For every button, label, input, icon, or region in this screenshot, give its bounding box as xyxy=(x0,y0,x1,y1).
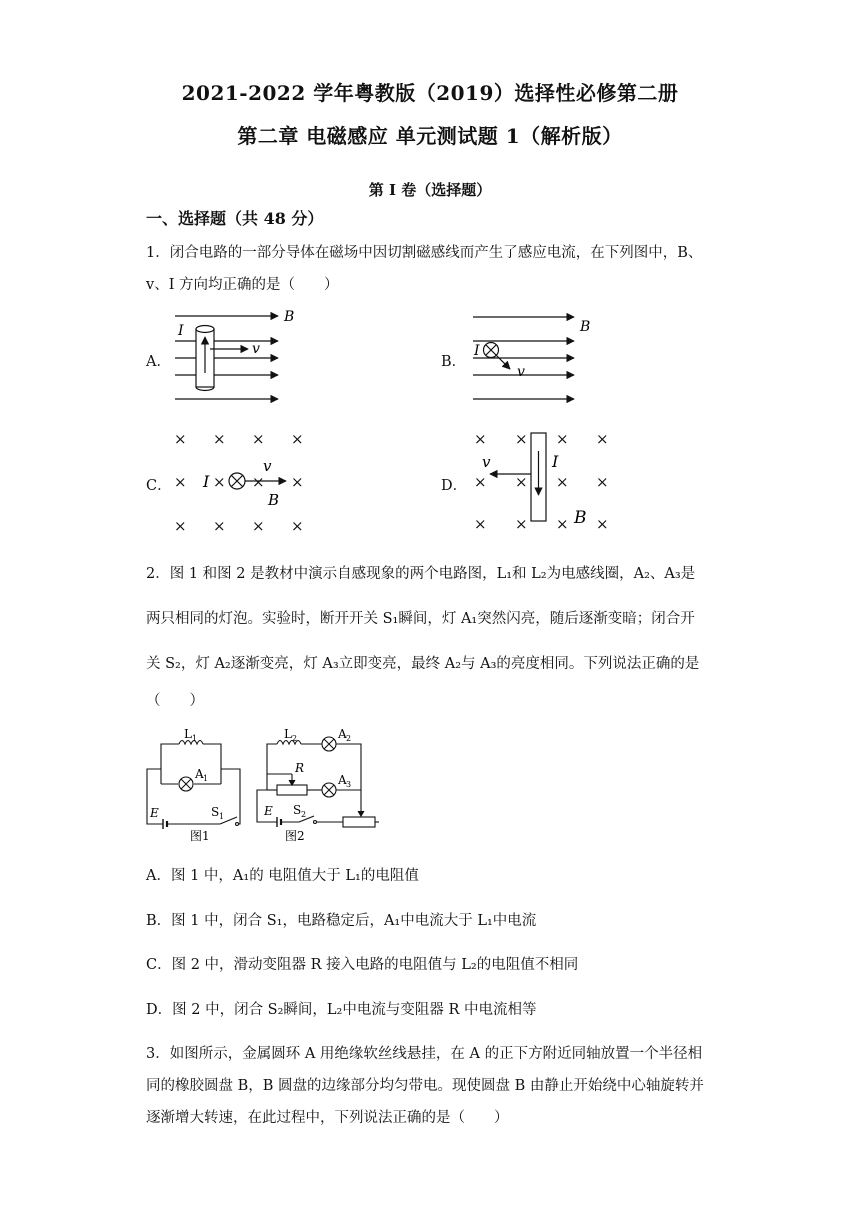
q1a-label-b: B xyxy=(284,309,295,325)
volume-heading: 第 I 卷（选择题） xyxy=(368,181,492,199)
q1d-label-i: I xyxy=(552,452,559,471)
q1d-field-x: × xyxy=(596,473,609,491)
q1-stem-line2: v、I 方向均正确的是（ ） xyxy=(146,277,339,293)
q1-option-b-label: B． xyxy=(441,354,467,370)
q1-stem-line1: 1．闭合电路的一部分导体在磁场中因切割磁感线而产生了感应电流，在下列图中，B、 xyxy=(146,245,703,261)
q2f2-label-a3-sub: 3 xyxy=(346,780,352,789)
q2-stem-line4: （ ） xyxy=(146,693,204,709)
q2f2-rheostat xyxy=(343,817,375,827)
q1-option-a-label: A． xyxy=(146,354,171,370)
q1c-label-i: I xyxy=(203,472,210,491)
q1-figure-b xyxy=(470,310,600,410)
exam-title-line1: 2021-2022 学年粤教版（2019）选择性必修第二册 xyxy=(181,81,679,105)
q1c-field-x: × xyxy=(174,430,187,448)
q1b-label-v: v xyxy=(517,364,525,380)
q1-figure-a xyxy=(170,305,300,405)
q1d-field-x: × xyxy=(556,515,569,533)
q1-option-d-label: D． xyxy=(441,478,468,494)
q1d-field-x: × xyxy=(596,430,609,448)
q2f2-label-a2: A xyxy=(338,727,347,741)
q2-option-b: B．图 1 中，闭合 S₁，电路稳定后，A₁中电流大于 L₁中电流 xyxy=(146,913,537,929)
q2-stem-line3: 关 S₂，灯 A₂逐渐变亮，灯 A₃立即变亮，最终 A₂与 A₃的亮度相同。下列说法正确的是 xyxy=(146,656,700,672)
q1c-label-v: v xyxy=(263,457,272,475)
q1d-field-x: × xyxy=(515,473,528,491)
q1d-field-x: × xyxy=(474,430,487,448)
q1d-field-x: × xyxy=(556,430,569,448)
q1c-field-x: × xyxy=(213,473,226,491)
q1b-label-i: I xyxy=(474,343,480,359)
q2f1-label-s: S xyxy=(211,805,220,819)
q1d-field-x: × xyxy=(596,515,609,533)
q1c-field-x: × xyxy=(291,517,304,535)
q2f2-label-a3: A xyxy=(338,773,347,787)
q2f2-resistor-r xyxy=(277,785,307,795)
q2f2-label-l: L xyxy=(284,727,292,741)
q2f2-label-l-sub: 2 xyxy=(292,734,298,743)
q3-stem-line1: 3．如图所示，金属圆环 A 用绝缘软丝线悬挂，在 A 的正下方附近同轴放置一个半径相 xyxy=(146,1046,703,1062)
q2f2-caption: 图2 xyxy=(285,829,305,843)
q2f1-label-a-sub: 1 xyxy=(203,774,209,783)
q1d-label-b: B xyxy=(574,508,587,528)
q2f2-label-a2-sub: 2 xyxy=(346,734,352,743)
q1b-label-b: B xyxy=(580,319,591,335)
q1d-label-v: v xyxy=(482,453,491,471)
q2f1-label-l: L xyxy=(184,727,192,741)
q1d-field-x: × xyxy=(556,473,569,491)
q2-option-d: D．图 2 中，闭合 S₂瞬间，L₂中电流与变阻器 R 中电流相等 xyxy=(146,1002,537,1018)
q1c-field-x: × xyxy=(174,517,187,535)
q1c-field-x: × xyxy=(291,430,304,448)
q1d-field-x: × xyxy=(515,430,528,448)
q2f2-label-e: E xyxy=(264,804,273,818)
q2-stem-line1: 2．图 1 和图 2 是教材中演示自感现象的两个电路图，L₁和 L₂为电感线圈，A₂、A₃是 xyxy=(146,566,696,582)
q2f1-label-l-sub: 1 xyxy=(192,734,198,743)
q2-option-a: A．图 1 中，A₁的 电阻值大于 L₁的电阻值 xyxy=(146,868,419,884)
q2-circuit-figure-2 xyxy=(255,722,385,847)
q1c-field-x: × xyxy=(291,473,304,491)
q2f2-label-s-sub: 2 xyxy=(301,810,307,819)
q1a-label-i: I xyxy=(178,323,184,339)
q3-stem-line2: 同的橡胶圆盘 B，B 圆盘的边缘部分均匀带电。现使圆盘 B 由静止开始绕中心轴旋转并 xyxy=(146,1078,704,1094)
q1c-field-x: × xyxy=(213,517,226,535)
q1d-field-x: × xyxy=(515,515,528,533)
q2f1-label-s-sub: 1 xyxy=(219,812,225,821)
q3-stem-line3: 逐渐增大转速，在此过程中，下列说法正确的是（ ） xyxy=(146,1110,509,1126)
q1c-field-x: × xyxy=(252,473,265,491)
q2-option-c: C．图 2 中，滑动变阻器 R 接入电路的电阻值与 L₂的电阻值不相同 xyxy=(146,957,579,973)
q1c-label-b: B xyxy=(268,491,280,509)
q1d-field-x: × xyxy=(474,473,487,491)
q2f1-label-e: E xyxy=(150,806,159,820)
q1-figure-d xyxy=(470,425,620,535)
q1c-field-x: × xyxy=(213,430,226,448)
q2f1-inductor-coil xyxy=(179,741,203,745)
q2f2-label-s: S xyxy=(293,803,302,817)
q2-circuit-figure-1 xyxy=(145,722,250,847)
q1-figure-c xyxy=(170,425,320,535)
q2-stem-line2: 两只相同的灯泡。实验时，断开开关 S₁瞬间，灯 A₁突然闪亮，随后逐渐变暗；闭合开 xyxy=(146,611,695,627)
exam-title-line2: 第二章 电磁感应 单元测试题 1（解析版） xyxy=(237,124,623,148)
q1c-field-x: × xyxy=(174,473,187,491)
q1-option-c-label: C． xyxy=(146,478,172,494)
q1c-field-x: × xyxy=(252,517,265,535)
section-heading: 一、选择题（共 48 分） xyxy=(146,209,324,228)
q1a-label-v: v xyxy=(252,341,260,357)
q1c-field-x: × xyxy=(252,430,265,448)
q2f1-caption: 图1 xyxy=(190,829,210,843)
q2f2-inductor-coil xyxy=(277,741,301,745)
q1d-field-x: × xyxy=(474,515,487,533)
q2f2-label-r: R xyxy=(295,761,305,775)
q2f1-label-a: A xyxy=(195,767,204,781)
